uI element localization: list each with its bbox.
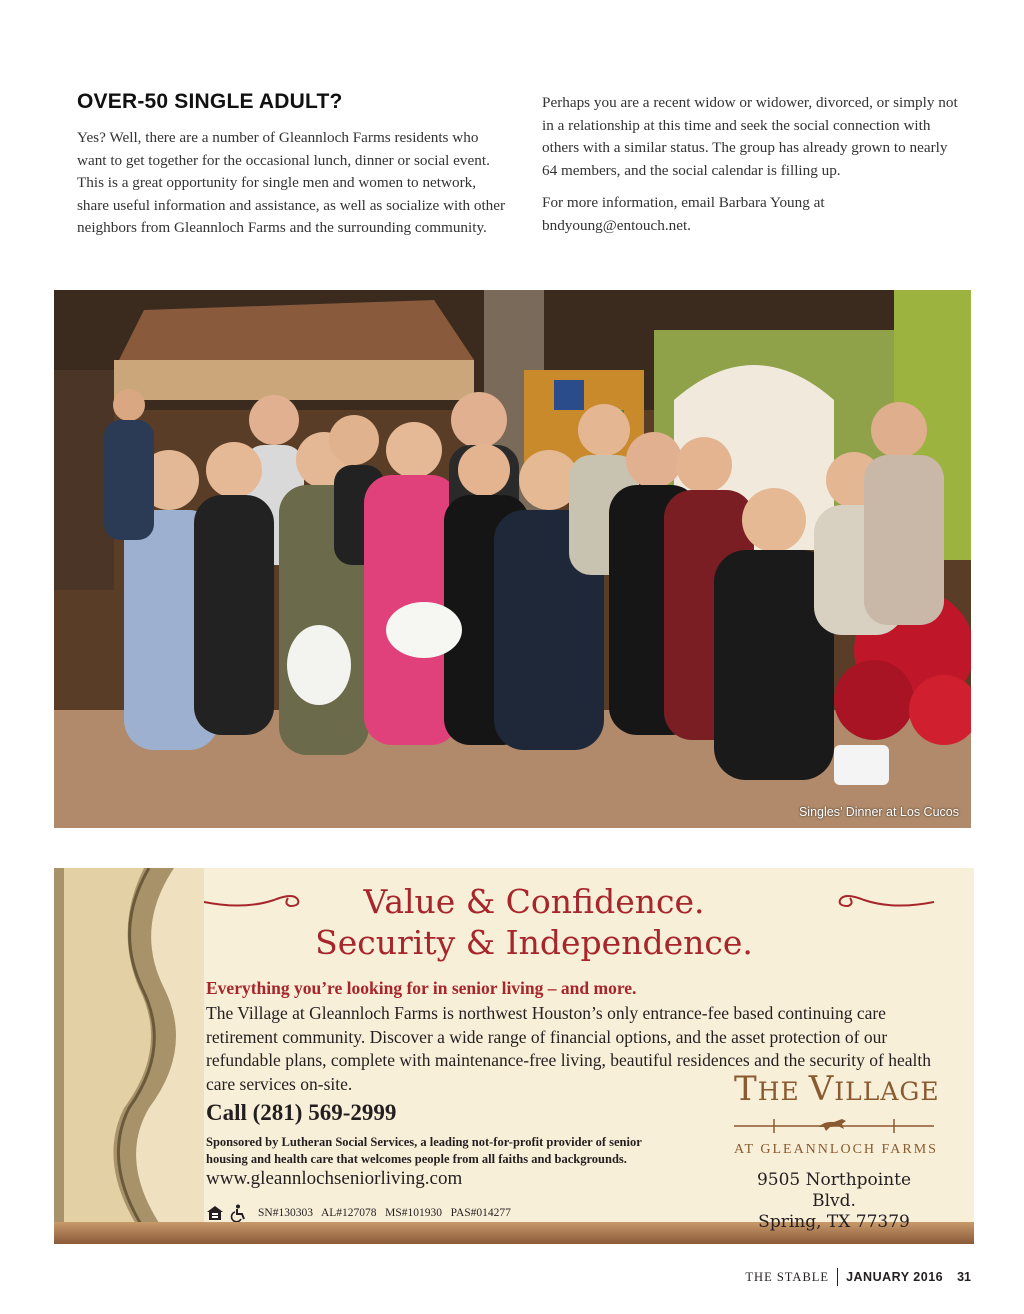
ad-sponsor-text: Sponsored by Lutheran Social Services, a leading not-for-profit provider of senior housing and health care that welcomes people from all faiths and backgrounds. [206, 1135, 642, 1166]
advertisement [54, 868, 974, 1244]
ad-licenses [206, 1204, 511, 1222]
article-paragraph: Yes? Well, there are a number of Gleannloch Farms residents who want to get together for the occasional lunch, dinner or social event. This is a great opportunity for single men and women to network, share useful information and assistance, as well as socialize with other neighbors from Gleannloch Farms and the surrounding community. [77, 129, 506, 237]
ornamental-border [54, 868, 204, 1244]
article-paragraph: Perhaps you are a recent widow or widower, divorced, or simply not in a relationship at this time and seek the social connection with others with a similar status. The group has already grown to nearly 64 members, and the social calendar is filling up. [542, 94, 958, 179]
ad-headline: Value & Confidence. [363, 882, 705, 921]
swirl-ornament-icon [834, 888, 934, 912]
article-paragraph: For more information, email Barbara Young at bndyoung@entouch.net. [542, 194, 825, 234]
publication-name: THE STABLE [745, 1269, 830, 1284]
ad-subheading: Everything you’re looking for in senior living – and more. [206, 978, 637, 998]
photo-caption: Singles’ Dinner at Los Cucos [798, 805, 959, 819]
page-number: 31 [957, 1270, 971, 1284]
horse-icon [734, 1115, 934, 1135]
article-heading: OVER-50 SINGLE ADULT? [77, 90, 343, 113]
footer-divider [837, 1268, 838, 1286]
page-footer [745, 1268, 971, 1286]
ad-body-text: The Village at Gleannloch Farms is northwest Houston’s only entrance-fee based continuing care retirement community. Discover a wide range of financial options, and the asset protection of our refundable plans, complete with maintenance-free living, beautiful residences and the security of health care services on-site. [206, 1003, 931, 1094]
accessibility-icon [230, 1204, 248, 1222]
ad-headline: Security & Independence. [315, 923, 753, 962]
article-right-column [542, 92, 962, 248]
ad-website-link[interactable]: www.gleannlochseniorliving.com [206, 1168, 463, 1189]
license-numbers: SN#130303 AL#127078 MS#101930 PAS#014277 [258, 1207, 511, 1219]
logo-subtitle: AT GLEANNLOCH FARMS [734, 1142, 938, 1157]
group-photo [54, 290, 971, 828]
issue-date: JANUARY 2016 [846, 1270, 944, 1284]
ad-phone: Call (281) 569-2999 [206, 1100, 397, 1125]
ad-address: 9505 Northpointe Blvd. Spring, TX 77379 [756, 1170, 912, 1232]
village-logo [734, 1069, 940, 1233]
logo-wordmark: THE VILLAGE [734, 1069, 940, 1109]
group-photo-image [54, 290, 971, 828]
article-left-column [77, 127, 507, 250]
equal-housing-icon [206, 1205, 224, 1221]
